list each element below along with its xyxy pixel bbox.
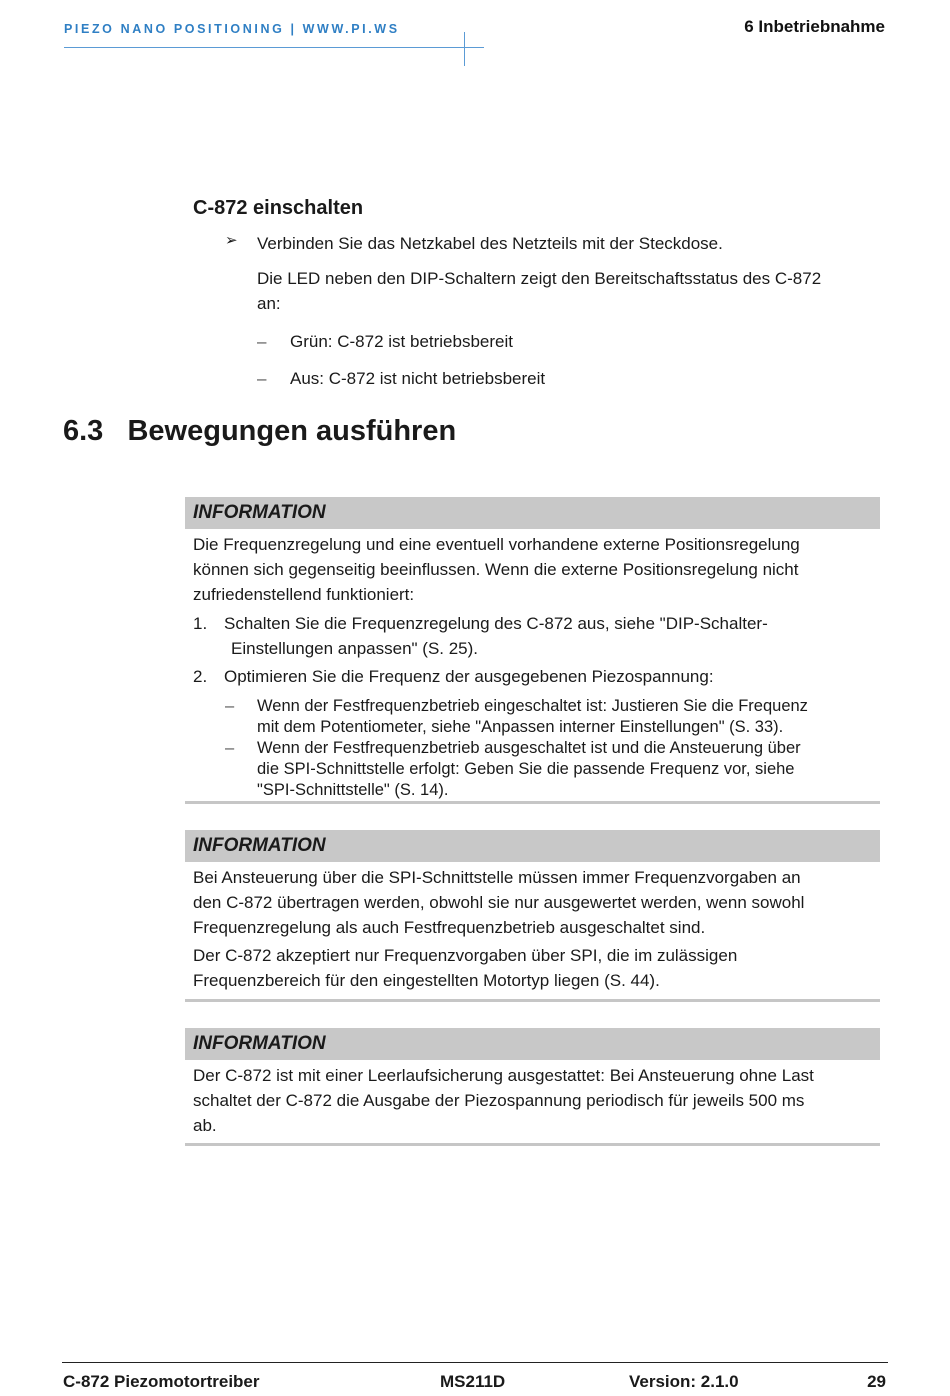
- info-text-line: Bei Ansteuerung über die SPI-Schnittstelle müssen immer Frequenzvorgaben an: [193, 868, 801, 887]
- section-title-power: C-872 einschalten: [193, 197, 364, 219]
- section-heading-6-3: 6.3 Bewegungen ausführen: [63, 415, 457, 447]
- step-arrow-icon: ➢: [225, 232, 238, 249]
- info-text-line: zufriedenstellend funktioniert:: [193, 585, 415, 604]
- sub-item-text: Wenn der Festfrequenzbetrieb ausgeschaltet ist und die Ansteuerung über: [257, 739, 801, 757]
- chapter-title: 6 Inbetriebnahme: [744, 17, 885, 36]
- sub-item-text: mit dem Potentiometer, siehe "Anpassen interner Einstellungen" (S. 33).: [257, 718, 784, 736]
- info-label: INFORMATION: [193, 1033, 326, 1054]
- sub-item-text: Wenn der Festfrequenzbetrieb eingeschaltet ist: Justieren Sie die Frequenz: [257, 697, 808, 715]
- list-dash: –: [225, 697, 235, 715]
- list-dash: –: [257, 332, 267, 351]
- info-label: INFORMATION: [193, 835, 326, 856]
- info-text-line: Der C-872 ist mit einer Leerlaufsicherung ausgestattet: Bei Ansteuerung ohne Last: [193, 1066, 814, 1085]
- footer-product: C-872 Piezomotortreiber: [63, 1372, 260, 1391]
- info-text-line: ab.: [193, 1116, 217, 1135]
- info-text-line: Die Frequenzregelung und eine eventuell vorhandene externe Positionsregelung: [193, 535, 800, 554]
- step-text: Verbinden Sie das Netzkabel des Netzteils mit der Steckdose.: [257, 234, 723, 253]
- sub-item-text: die SPI-Schnittstelle erfolgt: Geben Sie die passende Frequenz vor, siehe: [257, 760, 795, 778]
- led-state-green: Grün: C-872 ist betriebsbereit: [290, 332, 513, 351]
- step-text: Optimieren Sie die Frequenz der ausgegebenen Piezospannung:: [224, 667, 714, 686]
- list-dash: –: [225, 739, 235, 757]
- info-text-line: Frequenzbereich für den eingestellten Motortyp liegen (S. 44).: [193, 971, 660, 990]
- footer-rule: [62, 1362, 888, 1363]
- company-logo-text: PIEZO NANO POSITIONING | WWW.PI.WS: [64, 22, 400, 36]
- info-text-line: können sich gegenseitig beeinflussen. Wenn die externe Positionsregelung nicht: [193, 560, 799, 579]
- info-box-divider: [185, 1143, 880, 1146]
- info-label: INFORMATION: [193, 502, 326, 523]
- step-text: Schalten Sie die Frequenzregelung des C-872 aus, siehe "DIP-Schalter-: [224, 614, 768, 633]
- info-text-line: Frequenzregelung als auch Festfrequenzbetrieb ausgeschaltet sind.: [193, 918, 706, 937]
- led-state-off: Aus: C-872 ist nicht betriebsbereit: [290, 369, 546, 388]
- sub-item-text: "SPI-Schnittstelle" (S. 14).: [257, 781, 449, 799]
- logo-crosshair: [464, 32, 465, 66]
- info-text-line: Der C-872 akzeptiert nur Frequenzvorgaben über SPI, die im zulässigen: [193, 946, 738, 965]
- step-text: Einstellungen anpassen" (S. 25).: [231, 639, 479, 658]
- footer-version: Version: 2.1.0: [629, 1372, 739, 1391]
- step-number: 1.: [193, 614, 208, 633]
- info-text-line: schaltet der C-872 die Ausgabe der Piezospannung periodisch für jeweils 500 ms: [193, 1091, 805, 1110]
- led-description-line2: an:: [257, 294, 281, 313]
- list-dash: –: [257, 369, 267, 388]
- info-text-line: den C-872 übertragen werden, obwohl sie nur ausgewertet werden, wenn sowohl: [193, 893, 805, 912]
- info-box-divider: [185, 999, 880, 1002]
- logo-underline: [64, 47, 484, 48]
- step-number: 2.: [193, 667, 208, 686]
- info-box-divider: [185, 801, 880, 804]
- page-number: 29: [867, 1372, 886, 1391]
- led-description-line1: Die LED neben den DIP-Schaltern zeigt den Bereitschaftsstatus des C-872: [257, 269, 822, 288]
- footer-doc-id: MS211D: [440, 1372, 506, 1391]
